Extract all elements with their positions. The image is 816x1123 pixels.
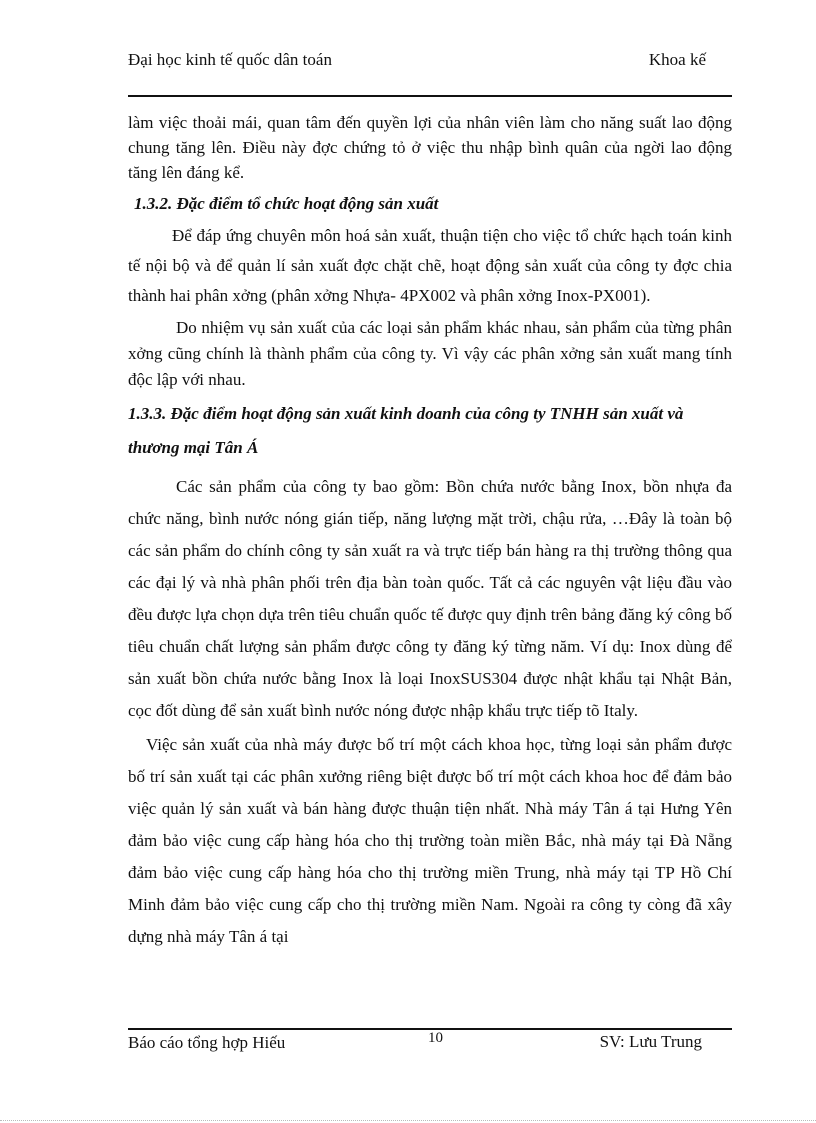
heading-1-3-3: 1.3.3. Đặc điểm hoạt động sản xuất kinh doanh của công ty TNHH sản xuất và thương mại Tân Á — [128, 404, 684, 457]
paragraph-1-3-2-a: Để đáp ứng chuyên môn hoá sản xuất, thuận tiện cho việc tổ chức hạch toán kinh tế nội bộ và để quản lí sản xuất đợc chặt chẽ, hoạt động sản xuất của công ty đợc chia thành hai phân xởng (phân xởng Nhựa- 4PX002 và phân xởng Inox-PX001). — [128, 226, 732, 305]
page-bottom-edge — [0, 1120, 816, 1121]
page-footer — [128, 1032, 732, 1082]
paragraph-intro: làm việc thoải mái, quan tâm đến quyền lợi của nhân viên làm cho năng suất lao động chung tăng lên. Điều này đợc chứng tỏ ở việc thu nhập bình quân của ngời lao động tăng lên đáng kể. — [128, 113, 732, 182]
document-body — [128, 110, 732, 953]
page-header — [128, 50, 732, 94]
header-university: Đại học kinh tế quốc dân toán — [128, 50, 332, 69]
header-faculty: Khoa kế — [648, 50, 706, 69]
header-rule — [128, 95, 732, 97]
heading-1-3-2: 1.3.2. Đặc điểm tổ chức hoạt động sản xuất — [134, 194, 439, 213]
footer-student: SV: Lưu Trung — [599, 1032, 702, 1051]
paragraph-1-3-2-b: Do nhiệm vụ sản xuất của các loại sản phẩm khác nhau, sản phẩm của từng phân xởng cũng chính là thành phẩm của công ty. Vì vậy các phân xởng sản xuất mang tính độc lập với nhau. — [128, 318, 732, 389]
paragraph-1-3-3-b: Việc sản xuất của nhà máy được bố trí một cách khoa học, từng loại sản phẩm được bố trí sản xuất tại các phân xưởng riêng biệt được bố trí một cách khoa hoc để đảm bảo việc quản lý sản xuất và bán hàng được thuận tiện nhất. Nhà máy Tân á tại Hưng Yên đảm bảo việc cung cấp hàng hóa cho thị trường toàn miền Bắc, nhà máy tại Đà Nẵng đảm bảo việc cung cấp hàng hóa cho thị trường miền Trung, nhà máy tại TP Hồ Chí Minh đảm bảo việc cung cấp cho thị trường miền Nam. Ngoài ra công ty còng đã xây dựng nhà máy Tân á tại — [128, 735, 732, 946]
paragraph-1-3-3-a: Các sản phẩm của công ty bao gồm: Bồn chứa nước bằng Inox, bồn nhựa đa chức năng, bình nước nóng gián tiếp, năng lượng mặt trời, chậu rửa, …Đây là toàn bộ các sản phẩm do chính công ty sản xuất ra và trực tiếp bán hàng ra thị trường thông qua các đại lý và nhà phân phối trên địa bàn toàn quốc. Tất cả các nguyên vật liệu đầu vào đều được lựa chọn dựa trên tiêu chuẩn quốc tế được quy định trên bảng đăng ký công bố tiêu chuẩn chất lượng sản phẩm được công ty đăng ký từng năm. Ví dụ: Inox dùng để sản xuất bồn chứa nước bằng Inox là loại InoxSUS304 được nhật khẩu tại Nhật Bản, cọc đốt dùng để sản xuất bình nước nóng được nhập khẩu trực tiếp tõ Italy. — [128, 477, 732, 720]
footer-report-title: Báo cáo tổng hợp Hiếu — [128, 1033, 286, 1052]
page-number: 10 — [428, 1030, 443, 1046]
